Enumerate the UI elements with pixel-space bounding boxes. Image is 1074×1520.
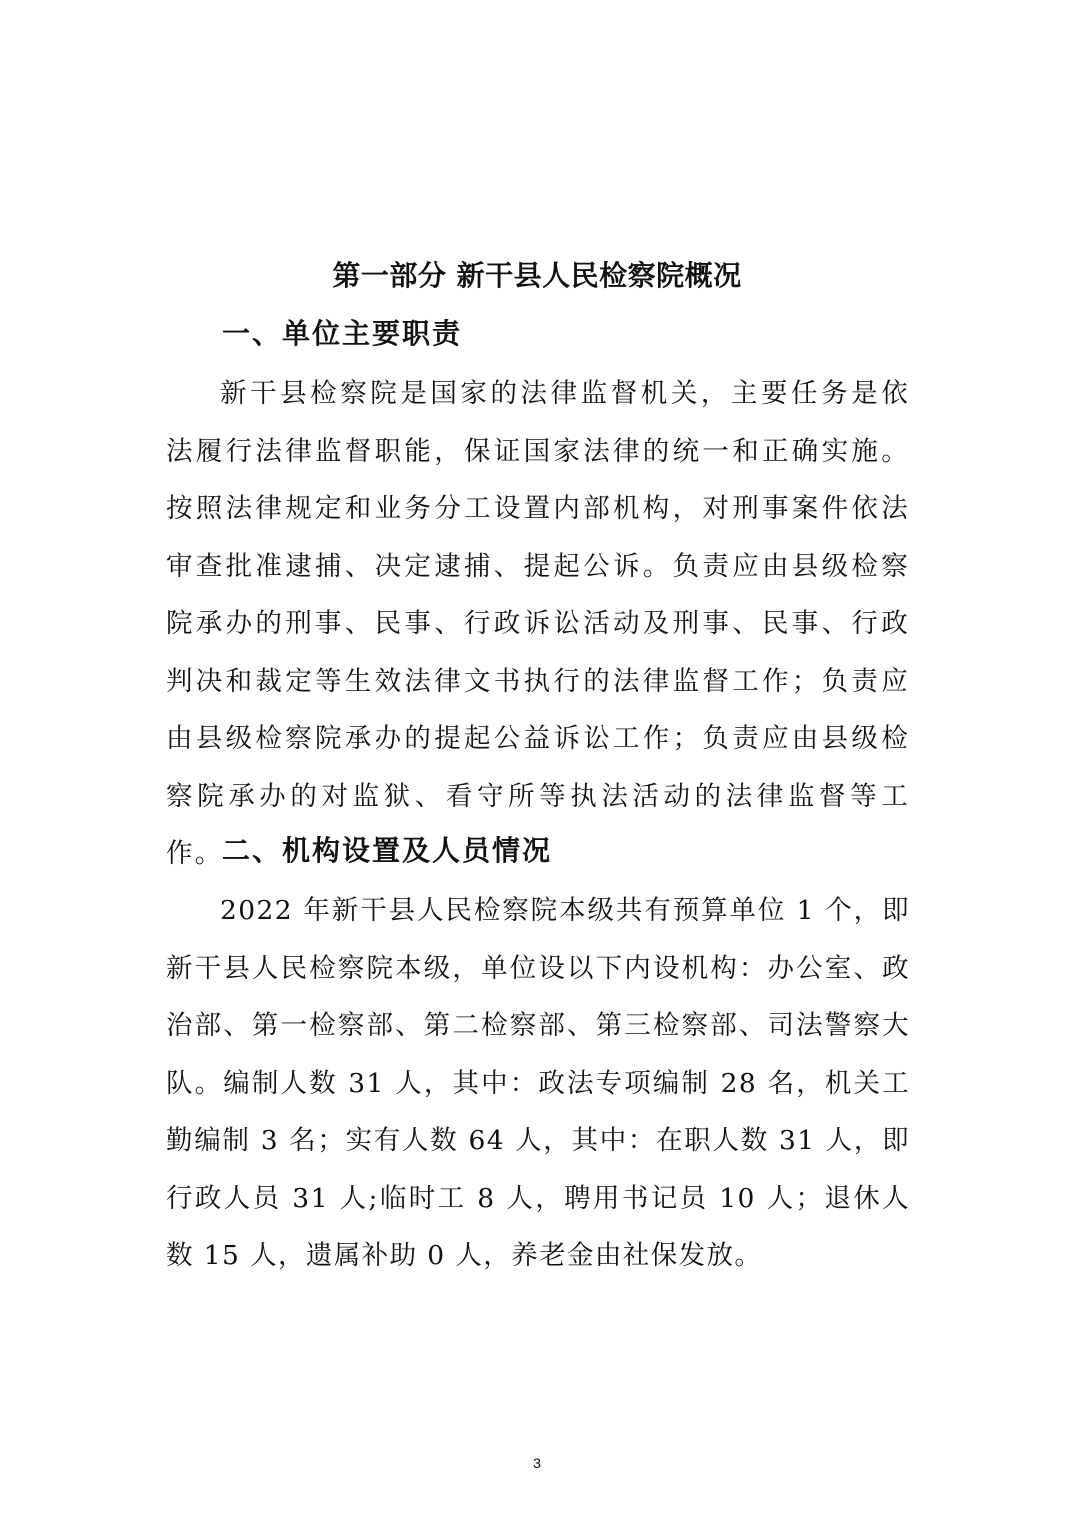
section-heading-organization: 二、机构设置及人员情况 — [222, 834, 553, 867]
section-heading-duties: 一、单位主要职责 — [222, 317, 463, 350]
section-paragraph-organization: 2022 年新干县人民检察院本级共有预算单位 1 个，即新干县人民检察院本级，单位设以下内设机构：办公室、政治部、第一检察部、第二检察部、第三检察部、司法警察大队。编制人数 31 人，其中：政法专项编制 28 名，机关工勤编制 3 名；实有人数 64 人，其中：在职人数 31 人，即行政人员 31 人;临时工 8 人，聘用书记员 10 人；退休人数 15 人，遗属补助 0 人，养老金由社保发放。 — [166, 895, 910, 1271]
page-number: 3 — [533, 1455, 541, 1471]
page-title: 第一部分 新干县人民检察院概况 — [332, 259, 742, 292]
section-paragraph-duties: 新干县检察院是国家的法律监督机关，主要任务是依法履行法律监督职能，保证国家法律的统一和正确实施。按照法律规定和业务分工设置内部机构，对刑事案件依法审查批准逮捕、决定逮捕、提起公诉。负责应由县级检察院承办的刑事、民事、行政诉讼活动及刑事、民事、行政判决和裁定等生效法律文书执行的法律监督工作；负责应由县级检察院承办的提起公益诉讼工作；负责应由县级检察院承办的对监狱、看守所等执法活动的法律监督等工作。 — [166, 378, 910, 869]
